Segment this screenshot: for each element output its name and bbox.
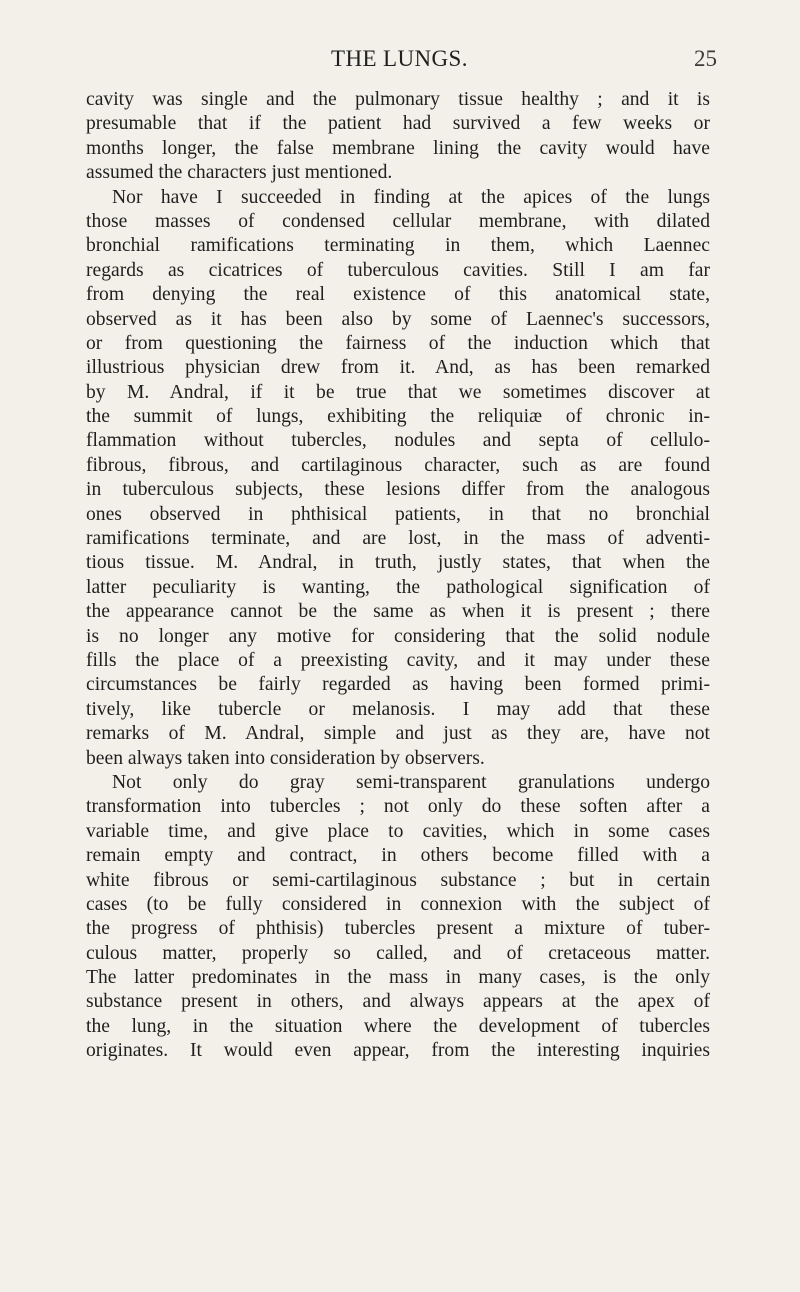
text-line: transformation into tubercles ; not only do these soften after a <box>86 796 710 818</box>
text-line: ramifications terminate, and are lost, in the mass of adventi- <box>86 528 710 550</box>
body-text <box>86 88 710 1064</box>
text-line: cavity was single and the pulmonary tissue healthy ; and it is <box>86 89 710 110</box>
text-line: or from questioning the fairness of the induction which that <box>86 332 710 354</box>
text-line: white fibrous or semi-cartilaginous substance ; but in certain <box>86 869 710 891</box>
text-line: observed as it has been also by some of Laennec's successors, <box>86 308 710 330</box>
text-line: tively, like tubercle or melanosis. I may add that these <box>86 698 710 720</box>
text-line: cases (to be fully considered in connexion with the subject of <box>86 893 710 915</box>
text-line: circumstances be fairly regarded as having been formed primi- <box>86 674 710 696</box>
text-line: flammation without tubercles, nodules and septa of cellulo- <box>86 430 710 452</box>
text-line: by M. Andral, if it be true that we sometimes discover at <box>86 381 710 403</box>
text-line: illustrious physician drew from it. And, as has been remarked <box>86 357 710 379</box>
text-line: from denying the real existence of this anatomical state, <box>86 284 710 306</box>
text-line: tious tissue. M. Andral, in truth, justly states, that when the <box>86 552 710 574</box>
text-line: latter peculiarity is wanting, the pathological signification of <box>86 576 710 598</box>
page-header <box>0 44 800 74</box>
page-number: 25 <box>694 46 717 71</box>
text-line: in tuberculous subjects, these lesions differ from the analogous <box>86 479 710 501</box>
text-line: bronchial ramifications terminating in them, which Laennec <box>86 235 710 257</box>
text-line: Not only do gray semi-transparent granulations undergo <box>112 771 710 793</box>
text-line: fibrous, fibrous, and cartilaginous character, such as are found <box>86 454 710 476</box>
text-line: variable time, and give place to cavities, which in some cases <box>86 820 710 842</box>
text-line: the lung, in the situation where the development of tubercles <box>86 1015 710 1037</box>
text-line: is no longer any motive for considering that the solid nodule <box>86 625 710 647</box>
text-line: those masses of condensed cellular membrane, with dilated <box>86 210 710 232</box>
text-line: presumable that if the patient had survived a few weeks or <box>86 113 710 135</box>
text-line: The latter predominates in the mass in many cases, is the only <box>86 967 710 989</box>
text-line: fills the place of a preexisting cavity, and it may under these <box>86 649 710 671</box>
text-line: remarks of M. Andral, simple and just as they are, have not <box>86 723 710 745</box>
text-line: the summit of lungs, exhibiting the reliquiæ of chronic in- <box>86 406 710 428</box>
text-line: assumed the characters just mentioned. <box>86 162 393 184</box>
text-line: Nor have I succeeded in finding at the apices of the lungs <box>112 186 710 208</box>
text-line: originates. It would even appear, from the interesting inquiries <box>86 1040 710 1062</box>
text-line: substance present in others, and always appears at the apex of <box>86 991 710 1013</box>
text-line: the progress of phthisis) tubercles present a mixture of tuber- <box>86 918 710 940</box>
text-line: the appearance cannot be the same as when it is present ; there <box>86 601 710 623</box>
text-line: regards as cicatrices of tuberculous cavities. Still I am far <box>86 259 710 281</box>
text-line: culous matter, properly so called, and of cretaceous matter. <box>86 942 710 964</box>
text-line: been always taken into consideration by observers. <box>86 747 485 769</box>
text-line: ones observed in phthisical patients, in that no bronchial <box>86 503 710 525</box>
running-title: THE LUNGS. <box>331 46 468 71</box>
text-line: months longer, the false membrane lining the cavity would have <box>86 137 710 159</box>
text-line: remain empty and contract, in others become filled with a <box>86 845 710 867</box>
